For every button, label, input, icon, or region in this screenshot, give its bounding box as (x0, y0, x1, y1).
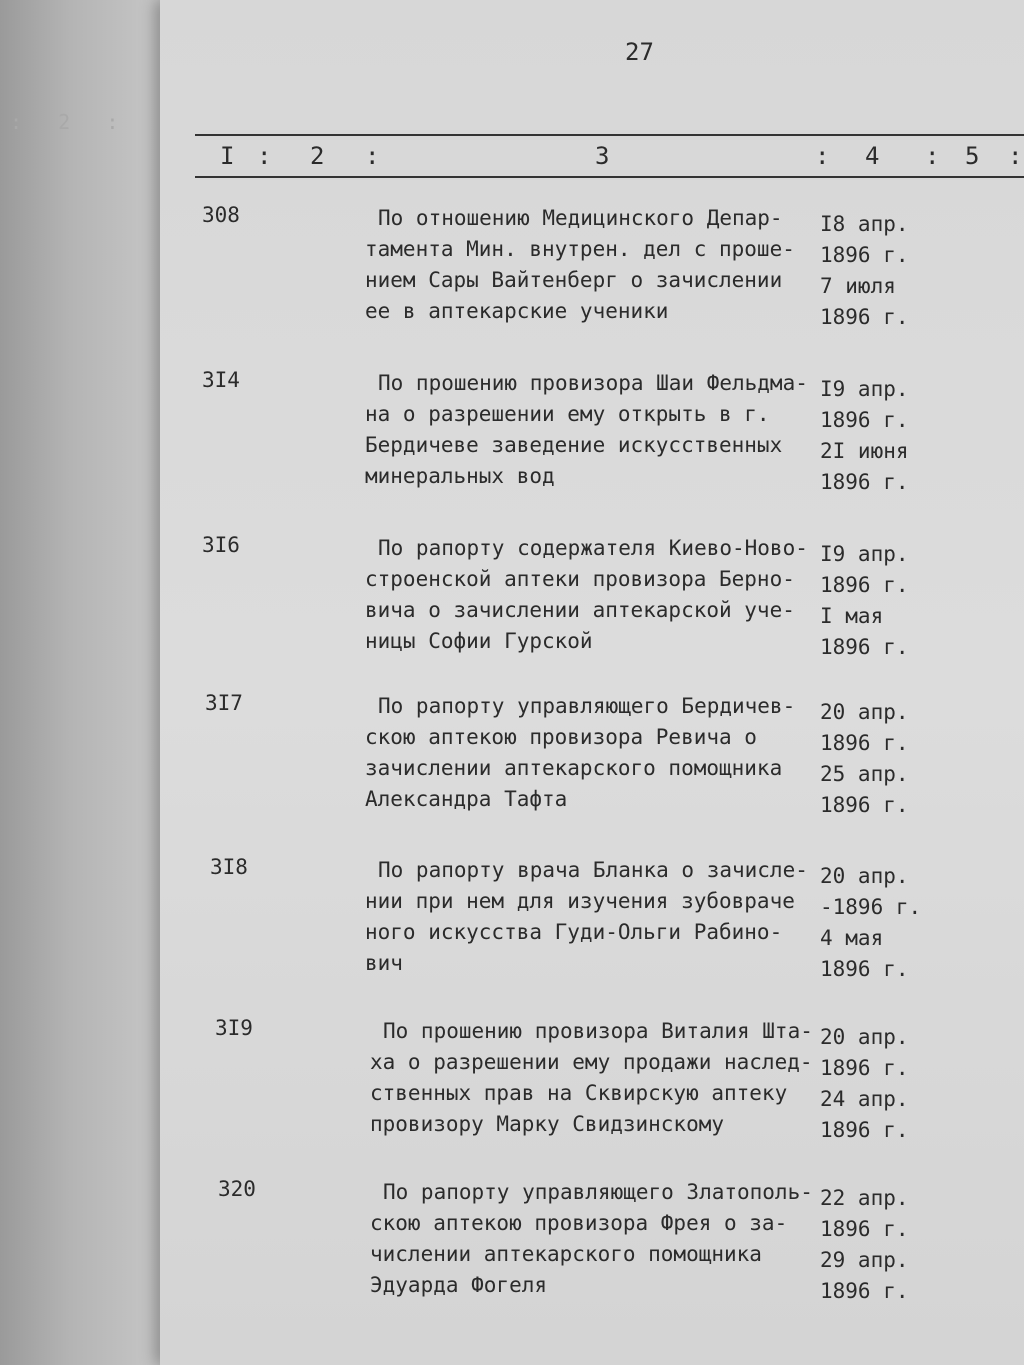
entry-dates (820, 697, 960, 821)
column-header-3: 3 (595, 142, 610, 170)
entry-number: 308 (202, 203, 240, 227)
description-line: ха о разрешении ему продажи наслед- (370, 1050, 813, 1074)
column-header-1: I (220, 142, 235, 170)
description-line: Эдуарда Фогеля (370, 1273, 548, 1297)
entry-number: 3I7 (205, 691, 243, 715)
date-line: 25 апр. (820, 762, 909, 786)
column-header-5: 5 (965, 142, 980, 170)
entry-description (365, 855, 825, 979)
column-separator: : (365, 142, 380, 170)
entry-description (370, 1177, 830, 1301)
date-line: I9 апр. (820, 542, 909, 566)
description-line: Александра Тафта (365, 787, 568, 811)
date-line: I мая (820, 604, 884, 628)
entry-dates (820, 374, 960, 498)
description-line: ного искусства Гуди-Ольги Рабино- (365, 920, 783, 944)
date-line: 1896 г. (820, 573, 909, 597)
description-line: По отношению Медицинского Депар- (378, 206, 783, 230)
description-line: тамента Мин. внутрен. дел с проше- (365, 237, 795, 261)
column-separator: : (257, 142, 272, 170)
description-line: ницы Софии Гурской (365, 629, 593, 653)
date-line: 1896 г. (820, 470, 909, 494)
entry-description (365, 691, 825, 815)
register-entry (160, 368, 1024, 518)
column-separator: : (925, 142, 940, 170)
date-line: 1896 г. (820, 793, 909, 817)
description-line: ее в аптекарские ученики (365, 299, 669, 323)
date-line: 1896 г. (820, 1217, 909, 1241)
entry-description (365, 368, 825, 492)
register-entry (160, 855, 1024, 1005)
header-bottom-rule (195, 176, 1024, 178)
description-line: вича о зачислении аптекарской уче- (365, 598, 795, 622)
date-line: I9 апр. (820, 377, 909, 401)
date-line: 1896 г. (820, 305, 909, 329)
register-entry (160, 1016, 1024, 1166)
description-line: нии при нем для изучения зубовраче (365, 889, 795, 913)
date-line: 20 апр. (820, 700, 909, 724)
column-separator: : (1008, 142, 1023, 170)
date-line: -1896 г. (820, 895, 922, 919)
document-page (160, 0, 1024, 1365)
description-line: ственных прав на Сквирскую аптеку (370, 1081, 788, 1105)
description-line: на о разрешении ему открыть в г. (365, 402, 770, 426)
description-line: По рапорту врача Бланка о зачисле- (378, 858, 808, 882)
description-line: Бердичеве заведение искусственных (365, 433, 783, 457)
description-line: минеральных вод (365, 464, 555, 488)
entry-description (365, 533, 825, 657)
date-line: 20 апр. (820, 1025, 909, 1049)
entry-dates (820, 1022, 960, 1146)
previous-page-edge (0, 0, 175, 1365)
description-line: числении аптекарского помощника (370, 1242, 762, 1266)
date-line: I8 апр. (820, 212, 909, 236)
date-line: 29 апр. (820, 1248, 909, 1272)
register-entry (160, 533, 1024, 683)
date-line: 1896 г. (820, 731, 909, 755)
description-line: По рапорту управляющего Бердичев- (378, 694, 796, 718)
page-number: 27 (625, 38, 654, 66)
date-line: 24 апр. (820, 1087, 909, 1111)
header-top-rule (195, 134, 1024, 136)
register-entry (160, 203, 1024, 353)
entry-number: 3I8 (210, 855, 248, 879)
entry-number: 3I6 (202, 533, 240, 557)
date-line: 1896 г. (820, 408, 909, 432)
date-line: 1896 г. (820, 243, 909, 267)
date-line: 1896 г. (820, 635, 909, 659)
entry-number: 3I9 (215, 1016, 253, 1040)
date-line: 1896 г. (820, 1279, 909, 1303)
column-header-4: 4 (865, 142, 880, 170)
column-header-2: 2 (310, 142, 325, 170)
entry-number: 320 (218, 1177, 256, 1201)
description-line: скою аптекою провизора Фрея о за- (370, 1211, 788, 1235)
entry-dates (820, 539, 960, 663)
entry-dates (820, 861, 960, 985)
register-entry (160, 691, 1024, 841)
column-separator: : (815, 142, 830, 170)
description-line: провизору Марку Свидзинскому (370, 1112, 725, 1136)
description-line: По рапорту содержателя Киево-Ново- (378, 536, 808, 560)
description-line: нием Сары Вайтенберг о зачислении (365, 268, 783, 292)
date-line: 4 мая (820, 926, 884, 950)
entry-number: 3I4 (202, 368, 240, 392)
date-line: 1896 г. (820, 1118, 909, 1142)
date-line: 22 апр. (820, 1186, 909, 1210)
entry-dates (820, 1183, 960, 1307)
entry-dates (820, 209, 960, 333)
date-line: 20 апр. (820, 864, 909, 888)
date-line: 7 июля (820, 274, 896, 298)
description-line: По прошению провизора Виталия Шта- (383, 1019, 813, 1043)
description-line: По прошению провизора Шаи Фельдма- (378, 371, 808, 395)
description-line: строенской аптеки провизора Берно- (365, 567, 795, 591)
description-line: скою аптекою провизора Ревича о (365, 725, 757, 749)
date-line: 2I июня (820, 439, 909, 463)
date-line: 1896 г. (820, 1056, 909, 1080)
entry-description (365, 203, 825, 327)
description-line: По рапорту управляющего Златополь- (383, 1180, 813, 1204)
date-line: 1896 г. (820, 957, 909, 981)
entry-description (370, 1016, 830, 1140)
register-entry (160, 1177, 1024, 1327)
description-line: вич (365, 951, 403, 975)
description-line: зачислении аптекарского помощника (365, 756, 783, 780)
bleed-through-text: : 2 : (10, 110, 119, 134)
